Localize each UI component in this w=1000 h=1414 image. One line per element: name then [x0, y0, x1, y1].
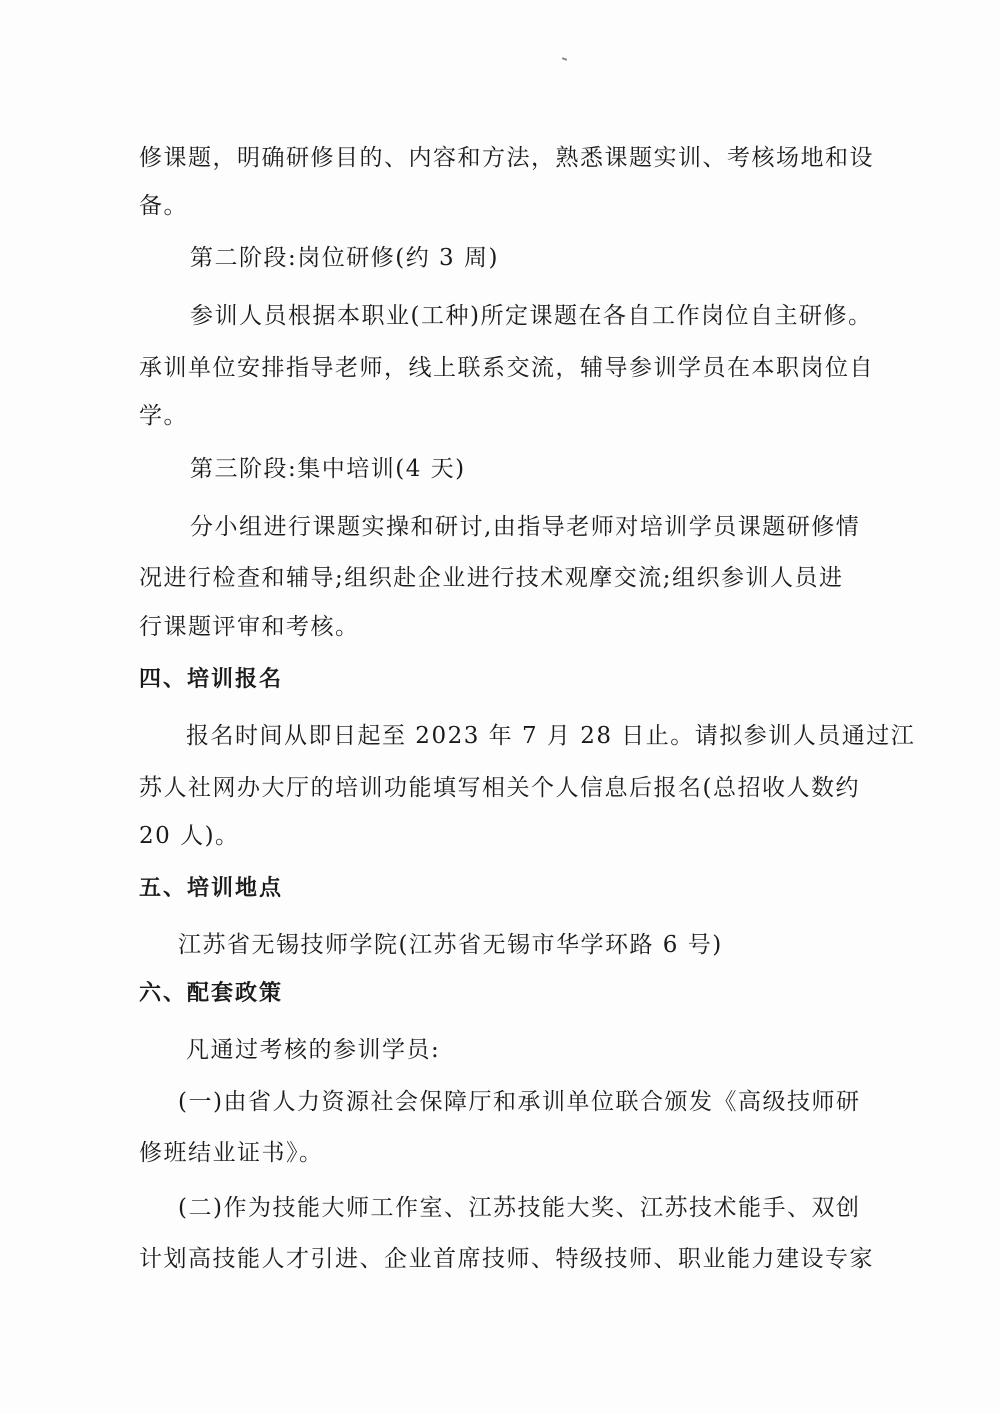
stage-three-title: 第三阶段:集中培训(4 天) [190, 456, 466, 482]
body-line: (一)由省人力资源社会保障厅和承训单位联合颁发《高级技师研 [178, 1089, 861, 1115]
body-line: 江苏省无锡技师学院(江苏省无锡市华学环路 6 号) [178, 932, 723, 958]
body-line: 参训人员根据本职业(工种)所定课题在各自工作岗位自主研修。 [190, 303, 873, 329]
body-line: 计划高技能人才引进、企业首席技师、特级技师、职业能力建设专家 [139, 1246, 874, 1272]
body-line: 分小组进行课题实操和研讨,由指导老师对培训学员课题研修情 [190, 514, 861, 540]
body-line: (二)作为技能大师工作室、江苏技能大奖、江苏技术能手、双创 [178, 1195, 861, 1221]
section-heading-policy: 六、配套政策 [139, 981, 284, 1006]
body-line: 修课题，明确研修目的、内容和方法，熟悉课题实训、考核场地和设 [139, 145, 874, 171]
body-line: 20 人)。 [139, 823, 240, 849]
body-line: 承训单位安排指导老师，线上联系交流，辅导参训学员在本职岗位自 [139, 355, 874, 381]
section-heading-location: 五、培训地点 [139, 876, 284, 901]
stage-two-title: 第二阶段:岗位研修(约 3 周) [190, 245, 499, 271]
body-line: 凡通过考核的参训学员: [186, 1037, 441, 1063]
body-line: 苏人社网办大厅的培训功能填写相关个人信息后报名(总招收人数约 [139, 775, 860, 801]
body-line: 学。 [139, 403, 188, 429]
body-line: 修班结业证书》。 [139, 1140, 324, 1166]
body-line: 报名时间从即日起至 2023 年 7 月 28 日止。请拟参训人员通过江 [186, 723, 916, 749]
body-line: 行课题评审和考核。 [139, 614, 360, 640]
scan-speck [562, 57, 567, 61]
body-line: 备。 [139, 193, 188, 219]
section-heading-registration: 四、培训报名 [139, 667, 284, 692]
body-line: 况进行检查和辅导;组织赴企业进行技术观摩交流;组织参训人员进 [139, 565, 844, 591]
